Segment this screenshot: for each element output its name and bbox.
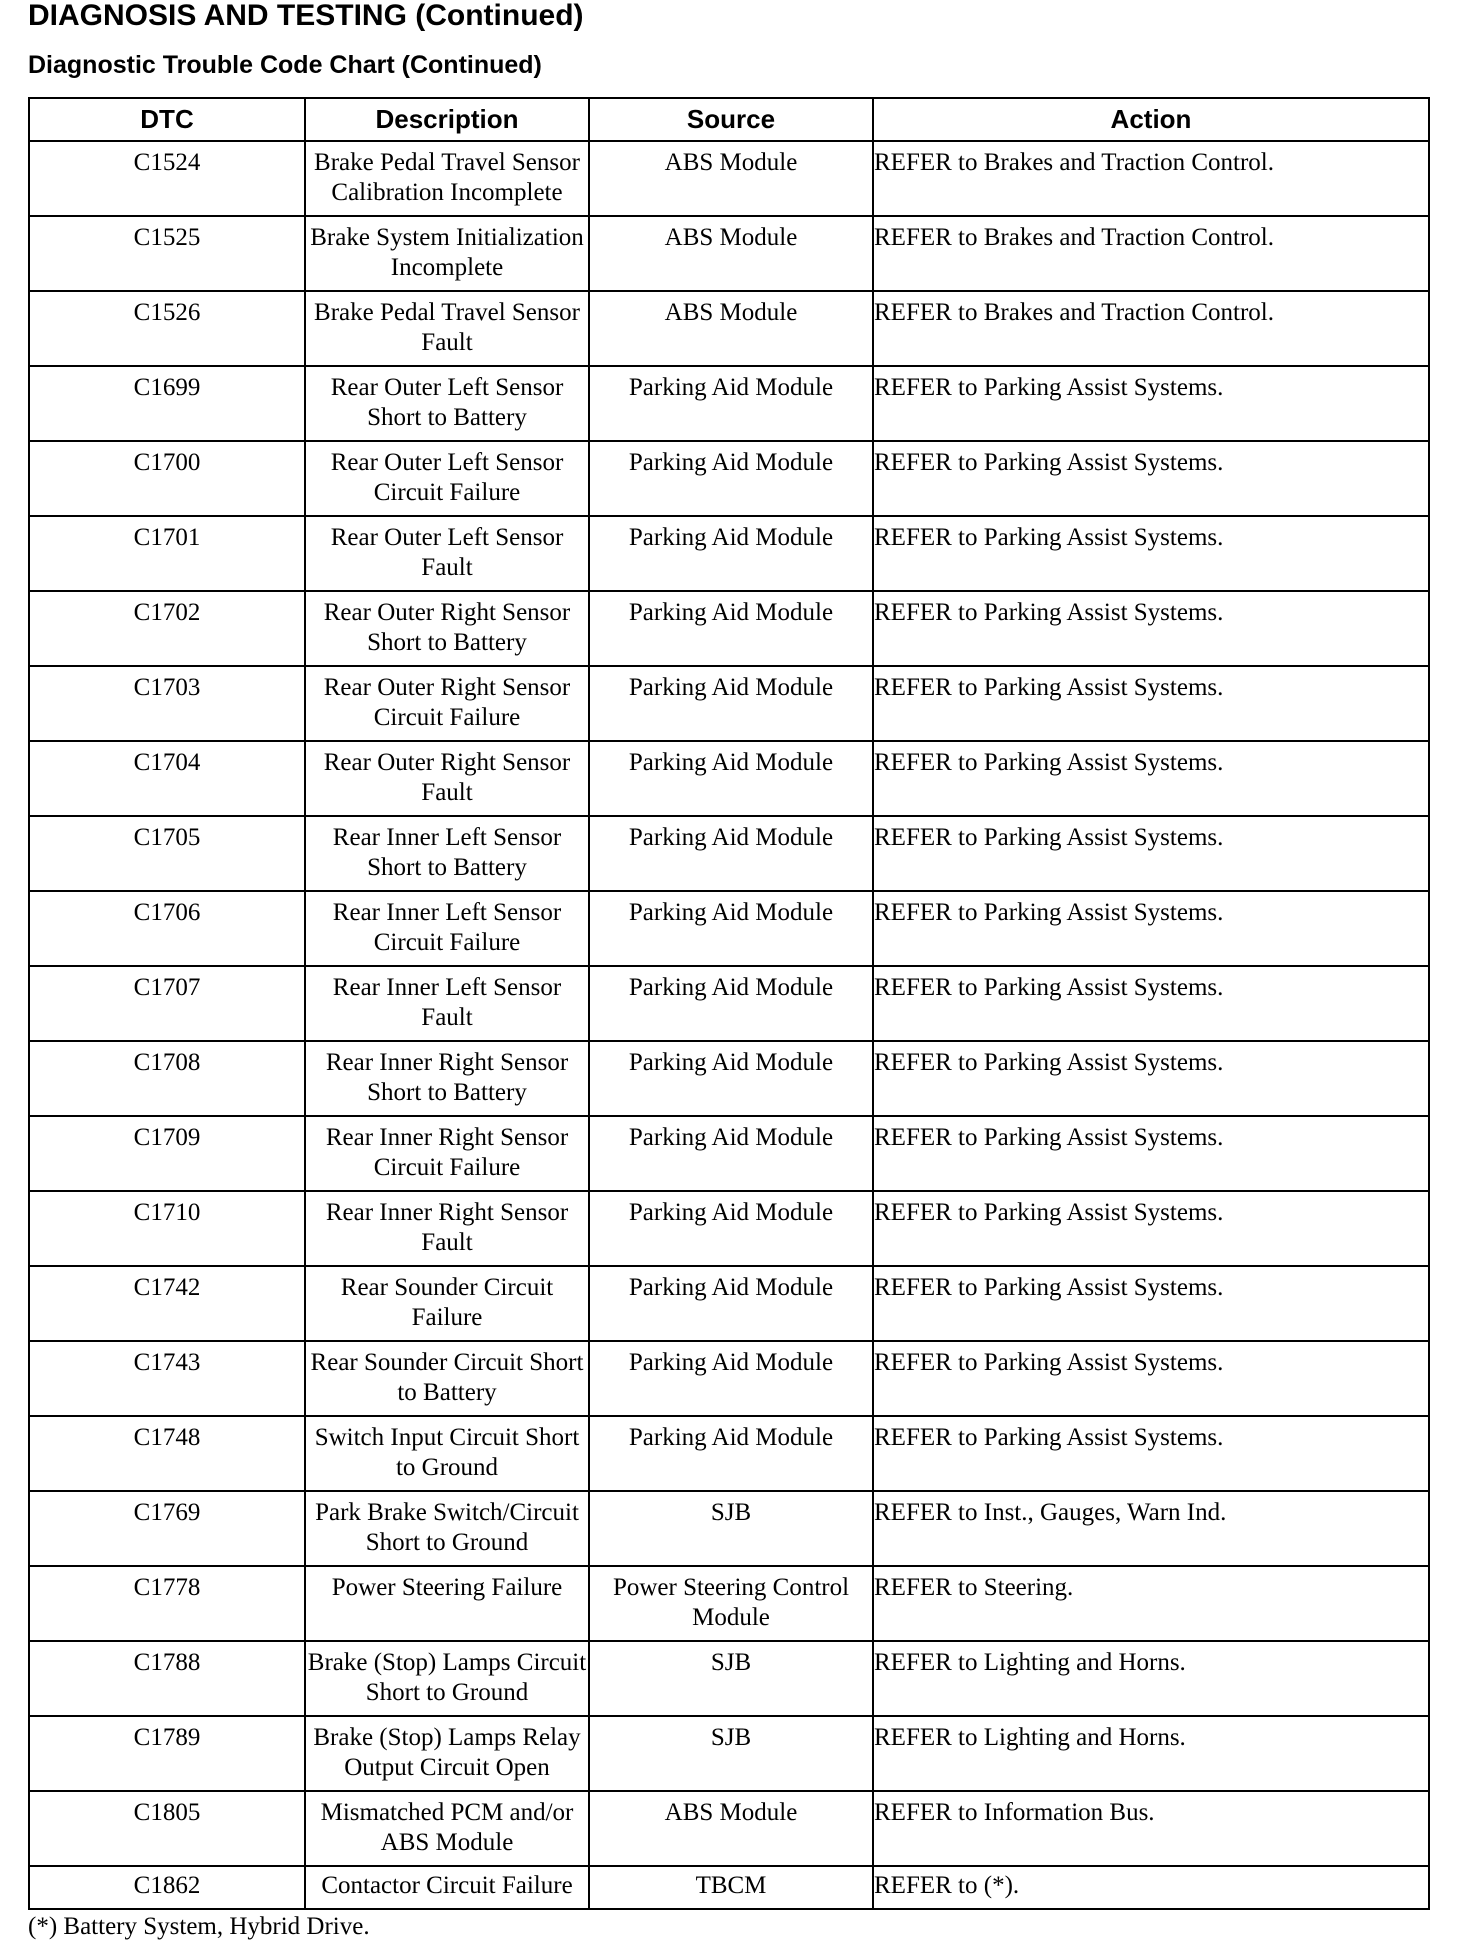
dtc-cell: C1699 [29,366,305,441]
action-cell: REFER to Parking Assist Systems. [873,516,1429,591]
source-cell: ABS Module [589,1791,873,1866]
description-cell: Power Steering Failure [305,1566,589,1641]
description-cell: Contactor Circuit Failure [305,1866,589,1909]
action-cell: REFER to Parking Assist Systems. [873,816,1429,891]
action-cell: REFER to Parking Assist Systems. [873,966,1429,1041]
description-cell: Rear Inner Right Sensor Fault [305,1191,589,1266]
source-cell: Parking Aid Module [589,891,873,966]
dtc-cell: C1525 [29,216,305,291]
dtc-cell: C1769 [29,1491,305,1566]
source-cell: Parking Aid Module [589,1416,873,1491]
action-cell: REFER to Parking Assist Systems. [873,591,1429,666]
table-row [29,1341,1429,1416]
action-cell: REFER to Inst., Gauges, Warn Ind. [873,1491,1429,1566]
action-cell: REFER to Brakes and Traction Control. [873,291,1429,366]
action-cell: REFER to Lighting and Horns. [873,1641,1429,1716]
description-cell: Brake Pedal Travel Sensor Calibration Incomplete [305,141,589,216]
source-cell: Parking Aid Module [589,666,873,741]
source-cell: Parking Aid Module [589,966,873,1041]
table-row [29,666,1429,741]
dtc-cell: C1700 [29,441,305,516]
table-row [29,516,1429,591]
description-cell: Rear Sounder Circuit Failure [305,1266,589,1341]
page-title: DIAGNOSIS AND TESTING (Continued) [28,0,584,32]
action-cell: REFER to Parking Assist Systems. [873,366,1429,441]
table-row [29,1416,1429,1491]
table-row [29,216,1429,291]
action-cell: REFER to Parking Assist Systems. [873,1341,1429,1416]
action-cell: REFER to Parking Assist Systems. [873,441,1429,516]
table-row [29,741,1429,816]
action-cell: REFER to Steering. [873,1566,1429,1641]
dtc-cell: C1805 [29,1791,305,1866]
dtc-cell: C1742 [29,1266,305,1341]
table-row [29,891,1429,966]
column-header-action: Action [873,98,1429,141]
source-cell: Parking Aid Module [589,516,873,591]
source-cell: TBCM [589,1866,873,1909]
description-cell: Rear Inner Right Sensor Short to Battery [305,1041,589,1116]
action-cell: REFER to Parking Assist Systems. [873,1041,1429,1116]
source-cell: ABS Module [589,291,873,366]
action-cell: REFER to Information Bus. [873,1791,1429,1866]
dtc-cell: C1705 [29,816,305,891]
dtc-cell: C1708 [29,1041,305,1116]
dtc-cell: C1706 [29,891,305,966]
description-cell: Rear Outer Right Sensor Fault [305,741,589,816]
description-cell: Brake System Initialization Incomplete [305,216,589,291]
action-cell: REFER to Parking Assist Systems. [873,1266,1429,1341]
dtc-cell: C1709 [29,1116,305,1191]
action-cell: REFER to Brakes and Traction Control. [873,141,1429,216]
action-cell: REFER to Parking Assist Systems. [873,1191,1429,1266]
description-cell: Rear Outer Right Sensor Short to Battery [305,591,589,666]
source-cell: Parking Aid Module [589,816,873,891]
dtc-cell: C1704 [29,741,305,816]
dtc-cell: C1702 [29,591,305,666]
dtc-cell: C1743 [29,1341,305,1416]
description-cell: Rear Sounder Circuit Short to Battery [305,1341,589,1416]
column-header-dtc: DTC [29,98,305,141]
table-row [29,1116,1429,1191]
table-row [29,1716,1429,1791]
table-row [29,1866,1429,1909]
column-header-description: Description [305,98,589,141]
table-row [29,1566,1429,1641]
dtc-cell: C1778 [29,1566,305,1641]
dtc-cell: C1701 [29,516,305,591]
description-cell: Rear Inner Right Sensor Circuit Failure [305,1116,589,1191]
column-header-source: Source [589,98,873,141]
dtc-table [28,97,1430,1910]
dtc-cell: C1862 [29,1866,305,1909]
source-cell: ABS Module [589,141,873,216]
action-cell: REFER to Parking Assist Systems. [873,1116,1429,1191]
action-cell: REFER to (*). [873,1866,1429,1909]
dtc-cell: C1748 [29,1416,305,1491]
description-cell: Rear Inner Left Sensor Circuit Failure [305,891,589,966]
source-cell: SJB [589,1491,873,1566]
action-cell: REFER to Brakes and Traction Control. [873,216,1429,291]
action-cell: REFER to Parking Assist Systems. [873,891,1429,966]
dtc-cell: C1524 [29,141,305,216]
description-cell: Brake (Stop) Lamps Circuit Short to Ground [305,1641,589,1716]
source-cell: SJB [589,1716,873,1791]
description-cell: Park Brake Switch/Circuit Short to Ground [305,1491,589,1566]
table-row [29,591,1429,666]
source-cell: ABS Module [589,216,873,291]
description-cell: Rear Outer Left Sensor Fault [305,516,589,591]
source-cell: SJB [589,1641,873,1716]
action-cell: REFER to Parking Assist Systems. [873,1416,1429,1491]
footnote: (*) Battery System, Hybrid Drive. [28,1913,370,1940]
table-row [29,291,1429,366]
dtc-cell: C1710 [29,1191,305,1266]
dtc-cell: C1788 [29,1641,305,1716]
table-row [29,141,1429,216]
table-row [29,816,1429,891]
table-row [29,966,1429,1041]
source-cell: Parking Aid Module [589,1341,873,1416]
table-row [29,366,1429,441]
dtc-cell: C1703 [29,666,305,741]
table-row [29,1791,1429,1866]
table-row [29,1641,1429,1716]
table-header-row [29,98,1429,141]
table-row [29,1491,1429,1566]
chart-subtitle: Diagnostic Trouble Code Chart (Continued) [28,51,542,79]
source-cell: Parking Aid Module [589,441,873,516]
table-row [29,1041,1429,1116]
source-cell: Parking Aid Module [589,741,873,816]
description-cell: Rear Outer Right Sensor Circuit Failure [305,666,589,741]
description-cell: Switch Input Circuit Short to Ground [305,1416,589,1491]
source-cell: Parking Aid Module [589,1266,873,1341]
table-row [29,1191,1429,1266]
action-cell: REFER to Parking Assist Systems. [873,666,1429,741]
source-cell: Parking Aid Module [589,1191,873,1266]
description-cell: Mismatched PCM and/or ABS Module [305,1791,589,1866]
source-cell: Parking Aid Module [589,591,873,666]
table-row [29,1266,1429,1341]
description-cell: Brake Pedal Travel Sensor Fault [305,291,589,366]
action-cell: REFER to Lighting and Horns. [873,1716,1429,1791]
source-cell: Power Steering Control Module [589,1566,873,1641]
description-cell: Rear Outer Left Sensor Circuit Failure [305,441,589,516]
source-cell: Parking Aid Module [589,1116,873,1191]
dtc-cell: C1707 [29,966,305,1041]
description-cell: Rear Inner Left Sensor Short to Battery [305,816,589,891]
table-row [29,441,1429,516]
action-cell: REFER to Parking Assist Systems. [873,741,1429,816]
description-cell: Brake (Stop) Lamps Relay Output Circuit Open [305,1716,589,1791]
description-cell: Rear Inner Left Sensor Fault [305,966,589,1041]
source-cell: Parking Aid Module [589,1041,873,1116]
source-cell: Parking Aid Module [589,366,873,441]
description-cell: Rear Outer Left Sensor Short to Battery [305,366,589,441]
dtc-cell: C1789 [29,1716,305,1791]
dtc-cell: C1526 [29,291,305,366]
